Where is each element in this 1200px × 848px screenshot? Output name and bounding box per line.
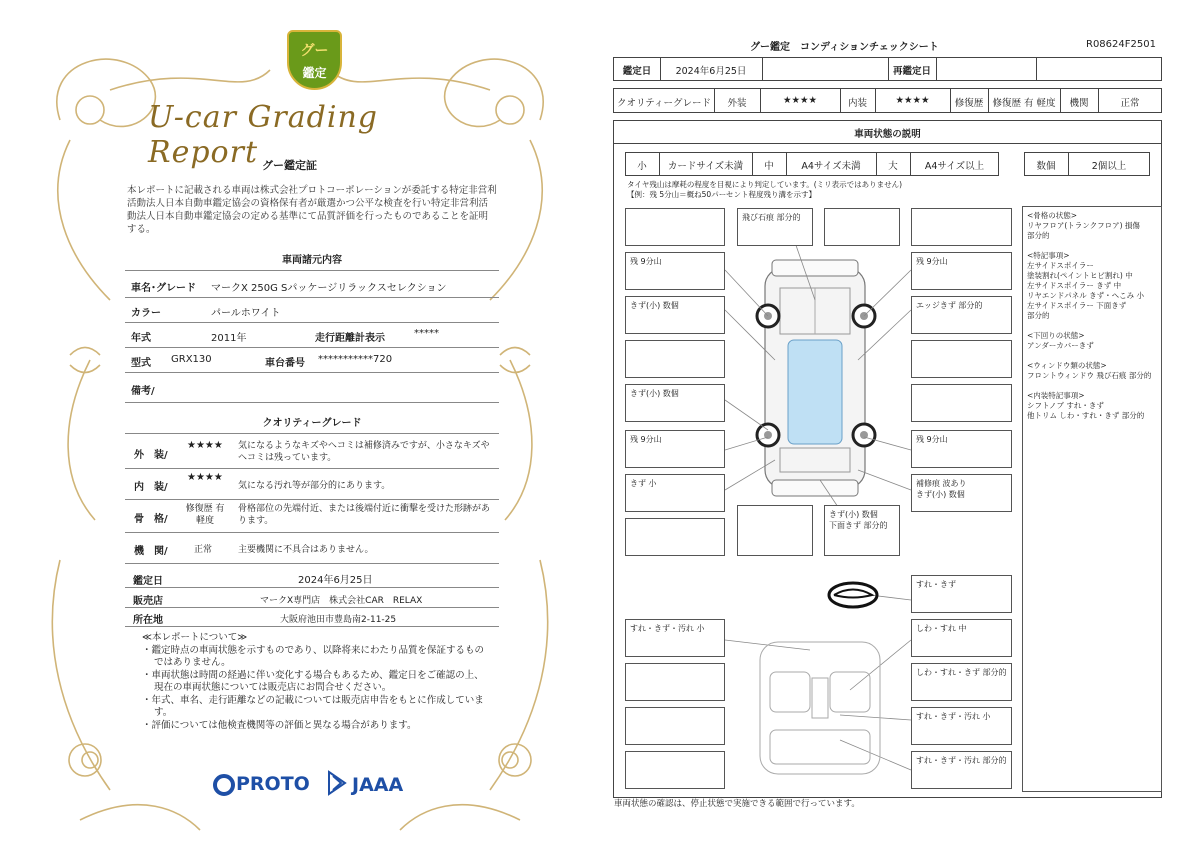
year-label: 年式 [131, 333, 151, 344]
side-note-line: リヤエンドパネル きず・へこみ 小 [1027, 291, 1144, 300]
side-notes [1022, 206, 1162, 792]
quality-grade: 正常 [194, 545, 213, 555]
mileage-value: ***** [414, 328, 439, 339]
empty-box [625, 663, 725, 701]
count-label: 数個 [1036, 161, 1056, 172]
divider [125, 270, 499, 271]
label-seat-left: すれ・きず・汚れ 小 [625, 619, 725, 657]
note-item: ・評価については他検査機関等の評価と異なる場合があります。 [142, 719, 417, 731]
tire-note-1: タイヤ残山は摩耗の程度を目視により判定しています。(ミリ表示ではありません) [627, 180, 903, 189]
side-note-line: <下回りの状態> [1027, 331, 1085, 340]
appraisal-date-value: 2024年6月25日 [298, 575, 373, 586]
chassis-value: ***********720 [318, 354, 393, 365]
interior-diagram [756, 638, 884, 778]
label-tire-fl: 残 9分山 [625, 252, 725, 290]
label-right-bottom [911, 474, 1012, 512]
side-note-line: 部分的 [1027, 231, 1050, 240]
date-value: 2024年6月25日 [675, 66, 747, 77]
color-value: パールホワイト [211, 308, 281, 319]
note-item: ・車両状態は時間の経過に伴い変化する場合もあるため、鑑定日をご確認の上、現在の車両状態については販売店にお問合せください。 [142, 669, 484, 693]
quality-desc: 気になる汚れ等が部分的にあります。 [238, 481, 391, 491]
quality-title: クオリティーグレード [262, 418, 362, 429]
side-note-line [1027, 321, 1157, 331]
size-medium: 中 [764, 161, 774, 172]
side-note-line: 部分的 [1027, 311, 1050, 320]
footnote: 車両状態の確認は、停止状態で実施できる範囲で行っています。 [614, 799, 860, 809]
spec-title: 車両諸元内容 [282, 255, 342, 266]
label-interior-3: すれ・きず・汚れ 小 [911, 707, 1012, 745]
empty-box [625, 751, 725, 789]
side-note-line: <ウィンドウ類の状態> [1027, 361, 1107, 370]
proto-logo-text: PROTO [236, 773, 310, 795]
side-note-line: フロントウィンドウ 飛び石痕 部分的 [1027, 371, 1152, 380]
divider [125, 347, 499, 348]
empty-box [824, 208, 900, 246]
repair-label: 修復歴 [954, 98, 984, 109]
empty-box [625, 340, 725, 378]
divider [125, 607, 499, 608]
address-value: 大阪府池田市豊島南2-11-25 [280, 615, 397, 625]
quality-label: 骨 格/ [134, 514, 168, 525]
divider [125, 433, 499, 434]
side-note-line: 塗装割れ(ペイントヒビ割れ) 中 [1027, 271, 1133, 280]
divider [125, 372, 499, 373]
side-note-line [1027, 351, 1157, 361]
model-value: GRX130 [171, 354, 212, 365]
divider [125, 563, 499, 564]
label-steering: すれ・きず [911, 575, 1012, 613]
mileage-label: 走行距離計表示 [315, 333, 385, 344]
notes [142, 632, 492, 732]
notes-title: ≪本レポートについて≫ [142, 632, 248, 643]
ext-label: 外装 [727, 98, 747, 109]
cert-title: グー鑑定証 [262, 159, 317, 172]
dealer-label: 販売店 [133, 596, 163, 607]
side-note-line: <骨格の状態> [1027, 211, 1078, 220]
quality-desc: 気になるようなキズやヘコミは補修済みですが、小さなキズやヘコミは残っています。 [238, 441, 490, 463]
int-value: ★★★★ [895, 95, 930, 106]
name-label: 車名･グレード [131, 283, 196, 294]
dealer-value: マークX専門店 株式会社CAR RELAX [260, 596, 423, 606]
label-right-front: エッジきず 部分的 [911, 296, 1012, 334]
badge-bottom-text: 鑑定 [302, 66, 327, 80]
side-note-line: アンダーカバーきず [1027, 341, 1094, 350]
ext-value: ★★★★ [782, 95, 818, 106]
badge-top-text: グー [300, 43, 329, 59]
note-item: ・鑑定時点の車両状態を示すものであり、以降将来にわたり品質を保証するものではありません。 [142, 644, 485, 668]
empty-box [911, 208, 1012, 246]
cert-body: 本レポートに記載される車両は株式会社プロトコーポレーションが委託する特定非営利活動法人日本自動車鑑定協会の資格保有者が厳選かつ公平な検査を行い特定非営利活動法人日本自動車鑑定協会の定める基準にて品質評価を行ったものであることを証明する。 [127, 185, 497, 235]
divider [125, 402, 499, 403]
divider [125, 587, 499, 588]
side-note-line: <特記事項> [1027, 251, 1070, 260]
side-note-line [1027, 241, 1157, 251]
label-line: 補修痕 波あり [916, 479, 967, 488]
count-desc: 2個以上 [1091, 161, 1127, 172]
address-label: 所在地 [133, 615, 163, 626]
size-large: 大 [888, 161, 898, 172]
condition-title: 車両状態の説明 [854, 129, 921, 140]
jaaa-logo-text: JAAA [352, 774, 404, 796]
side-note-line: 左サイドスポイラー 下面きず [1027, 301, 1127, 310]
engine-value: 正常 [1120, 98, 1140, 109]
quality-desc: 主要機関に不具合はありません。 [238, 545, 374, 555]
date-label: 鑑定日 [622, 66, 652, 77]
divider [125, 297, 499, 298]
label-rear [824, 505, 900, 556]
tire-note-2: 【例：残 5分山＝概ね50パーセント程度残り溝を示す】 [627, 190, 817, 199]
divider [125, 499, 499, 500]
report-title: U-car Grading Report [148, 100, 378, 170]
side-note-line: 左サイドスポイラー きず 中 [1027, 281, 1122, 290]
note-item: ・年式、車名、走行距離などの記載については販売店申告をもとに作成しています。 [142, 694, 484, 718]
proto-logo-icon [213, 774, 235, 796]
label-interior-2: しわ・すれ・きず 部分的 [911, 663, 1012, 701]
divider [125, 322, 499, 323]
appraisal-date-label: 鑑定日 [133, 576, 163, 587]
label-line: きず(小) 数個 [916, 490, 965, 499]
quality-grade: 修復歴 有 軽度 [185, 504, 225, 526]
side-note-line: 他トリム しわ・すれ・きず 部分的 [1027, 411, 1145, 420]
quality-label: 外 装/ [134, 450, 168, 461]
color-label: カラー [131, 308, 161, 319]
empty-box [625, 707, 725, 745]
label-left-bottom: きず 小 [625, 474, 725, 512]
empty-box [911, 384, 1012, 422]
label-tire-fr: 残 9分山 [911, 252, 1012, 290]
side-note-line: シフトノブ すれ・きず [1027, 401, 1104, 410]
quality-label: 内 装/ [134, 482, 168, 493]
size-large-desc: A4サイズ以上 [924, 161, 985, 172]
jaaa-logo-icon [327, 770, 347, 796]
repair-value: 修復歴 有 軽度 [992, 98, 1056, 109]
engine-label: 機関 [1069, 98, 1089, 109]
empty-box [911, 340, 1012, 378]
label-line: 下面きず 部分的 [829, 521, 888, 530]
side-note-line: <内装特記事項> [1027, 391, 1085, 400]
remarks-label: 備考/ [131, 386, 155, 397]
empty-box [625, 518, 725, 556]
sheet-code: R08624F2501 [1086, 39, 1156, 50]
year-value: 2011年 [211, 333, 247, 344]
int-label: 内装 [847, 98, 867, 109]
name-value: マークX 250G Sパッケージリラックスセレクション [211, 283, 447, 294]
redate-label: 再鑑定日 [892, 66, 931, 77]
side-note-line [1027, 381, 1157, 391]
label-line: きず(小) 数個 [829, 510, 878, 519]
divider [125, 626, 499, 627]
size-small: 小 [637, 161, 647, 172]
side-note-line: リヤフロア(トランクフロア) 損傷 [1027, 221, 1140, 230]
steering-wheel-icon [826, 580, 880, 610]
label-left-rear: きず(小) 数個 [625, 384, 725, 422]
divider [125, 468, 499, 469]
empty-box [625, 208, 725, 246]
size-small-desc: カードサイズ未満 [667, 161, 744, 172]
label-roof: 飛び石痕 部分的 [737, 208, 813, 246]
side-note-line: 左サイドスポイラー [1027, 261, 1094, 270]
goo-badge [287, 30, 342, 90]
condition-check-sheet [600, 0, 1200, 848]
chassis-label: 車台番号 [265, 358, 305, 369]
model-label: 型式 [131, 358, 151, 369]
divider [125, 532, 499, 533]
quality-desc: 骨格部位の先端付近、または後端付近に衝撃を受けた形跡があります。 [238, 504, 491, 526]
label-left-front: きず(小) 数個 [625, 296, 725, 334]
label-interior-1: しわ・すれ 中 [911, 619, 1012, 657]
sheet-title: グー鑑定 コンディションチェックシート [750, 42, 939, 53]
size-medium-desc: A4サイズ未満 [801, 161, 861, 172]
label-tire-rl: 残 9分山 [625, 430, 725, 468]
quality-label: 機 関/ [134, 546, 168, 557]
label-tire-rr: 残 9分山 [911, 430, 1012, 468]
label-interior-4: すれ・きず・汚れ 部分的 [911, 751, 1012, 789]
quality-grade: ★★★★ [187, 440, 223, 451]
qg-label: クオリティーグレード [616, 98, 712, 109]
quality-grade: ★★★★ [187, 472, 223, 483]
empty-box [737, 505, 813, 556]
